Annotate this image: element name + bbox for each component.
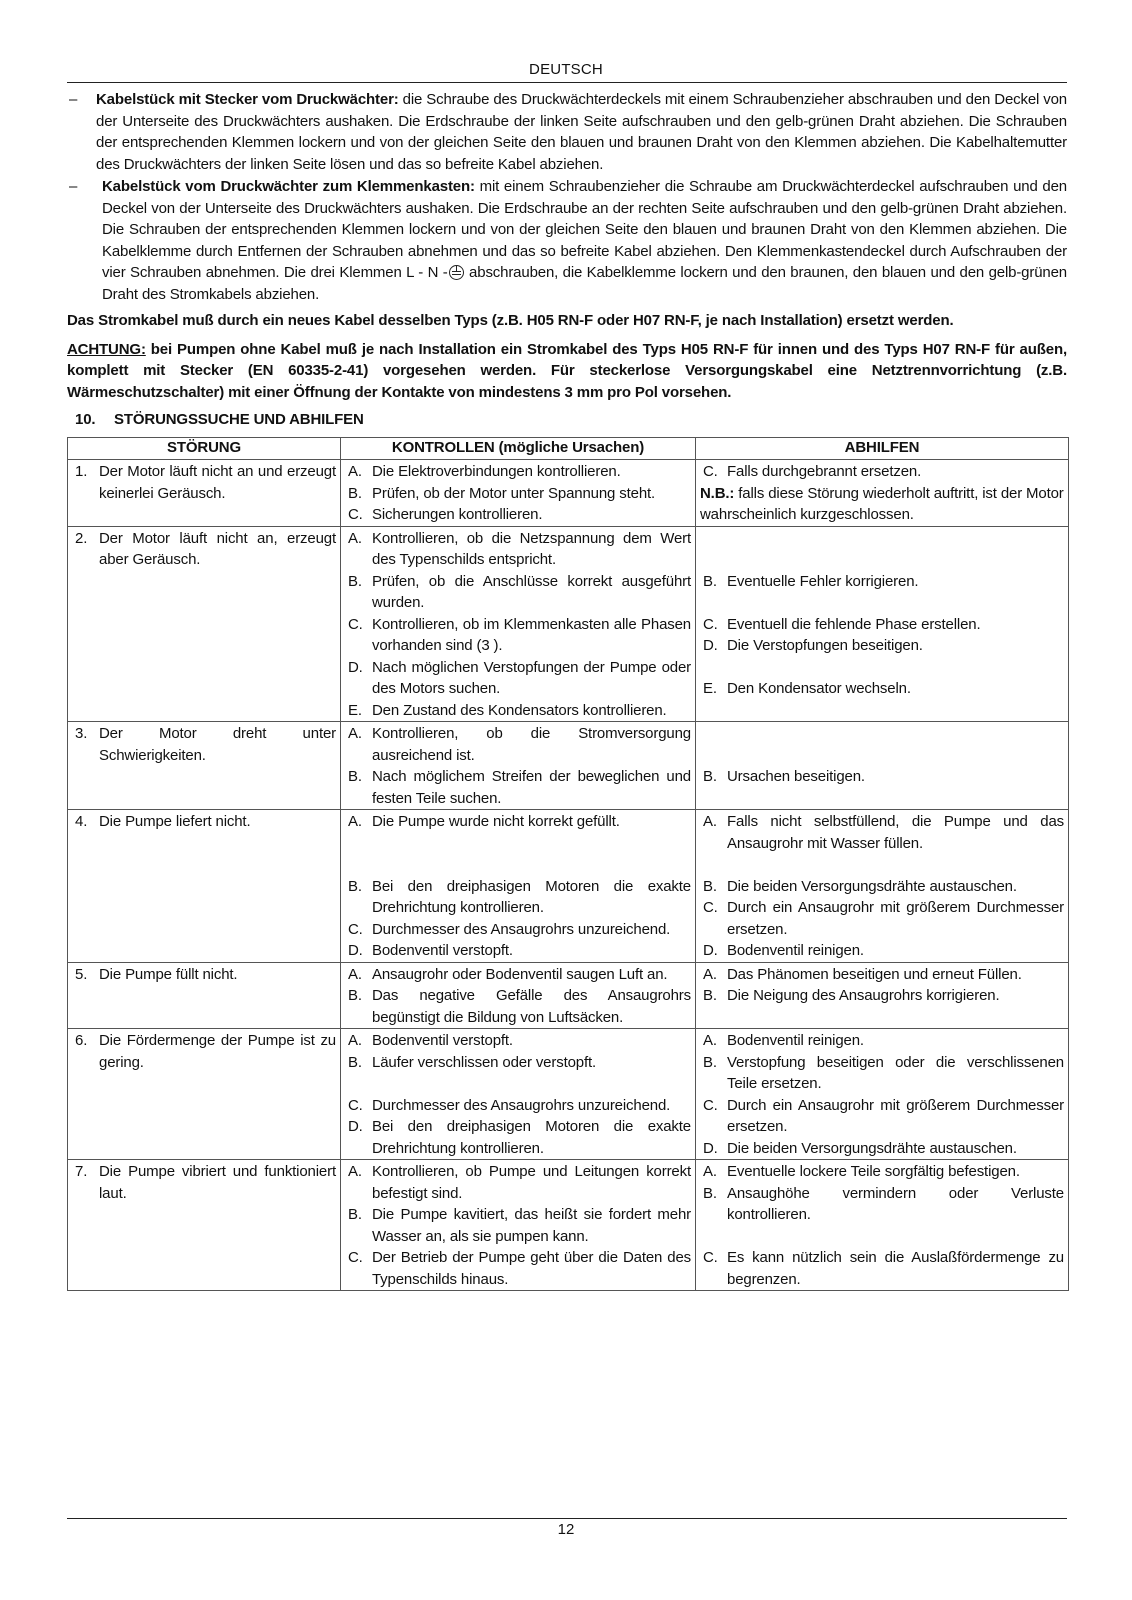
abhilfen-cell: A. Falls nicht selbstfüllend, die Pumpe und das Ansaugrohr mit Wasser füllen. B. Die beiden Versorgungsdrähte austauschen. C. Durch ein Ansaugrohr mit größerem Durchmesser ersetzen. D. Bodenventil reinigen. xyxy=(696,810,1069,963)
earth-ground-icon xyxy=(449,265,464,280)
table-row xyxy=(68,526,1069,722)
kontrollen-cell: A. Ansaugrohr oder Bodenventil saugen Luft an. B. Das negative Gefälle des Ansaugrohrs begünstigt die Bildung von Luftsäcken. xyxy=(341,962,696,1029)
stoerung-cell: 6. Die Fördermenge der Pumpe ist zu gering. xyxy=(68,1029,341,1160)
bullet-cable-plug xyxy=(67,89,1067,175)
table-row xyxy=(68,722,1069,810)
stoerung-cell: 5. Die Pumpe füllt nicht. xyxy=(68,962,341,1029)
kontrollen-cell: A. Die Pumpe wurde nicht korrekt gefüllt. B. Bei den dreiphasigen Motoren die exakte Drehrichtung kontrollieren. C. Durchmesser des Ansaugrohrs unzureichend. D. Bodenventil verstopft. xyxy=(341,810,696,963)
table-row xyxy=(68,962,1069,1029)
kontrollen-cell: A. Kontrollieren, ob Pumpe und Leitungen korrekt befestigt sind. B. Die Pumpe kavitiert, das heißt sie fordert mehr Wasser an, als sie pumpen kann. C. Der Betrieb der Pumpe geht über die Daten des Typenschilds hinaus. xyxy=(341,1160,696,1291)
table-row xyxy=(68,460,1069,527)
achtung-note xyxy=(67,339,1067,404)
abhilfen-cell: B. Ursachen beseitigen. xyxy=(696,722,1069,810)
bullet-lead: Kabelstück mit Stecker vom Druckwächter: xyxy=(96,91,399,108)
header-kontrollen: KONTROLLEN (mögliche Ursachen) xyxy=(341,438,696,460)
stoerung-cell: 7. Die Pumpe vibriert und funktioniert laut. xyxy=(68,1160,341,1291)
bullet-cable-terminal xyxy=(67,176,1067,305)
stoerung-cell: 4. Die Pumpe liefert nicht. xyxy=(68,810,341,963)
bullet-dash: – xyxy=(69,178,78,195)
table-row xyxy=(68,1029,1069,1160)
kontrollen-cell: A. Kontrollieren, ob die Stromversorgung ausreichend ist. B. Nach möglichem Streifen der beweglichen und festen Teile suchen. xyxy=(341,722,696,810)
bullet-dash: – xyxy=(69,91,78,108)
abhilfen-cell: A. Bodenventil reinigen. B. Verstopfung beseitigen oder die verschlissenen Teile ersetzen. C. Durch ein Ansaugrohr mit größerem Durchmesser ersetzen. D. Die beiden Versorgungsdrähte austauschen. xyxy=(696,1029,1069,1160)
abhilfen-cell: A. Eventuelle lockere Teile sorgfältig befestigen. B. Ansaughöhe vermindern oder Verluste kontrollieren. C. Es kann nützlich sein die Auslaßfördermenge zu begrenzen. xyxy=(696,1160,1069,1291)
page-number: 12 xyxy=(557,1521,575,1538)
bullet-text-continued: abschrauben, die Kabelklemme lockern und den braunen, den blauen und den gelb-grünen Draht des Stromkabels abziehen. xyxy=(102,264,1067,303)
kontrollen-cell: A. Bodenventil verstopft. B. Läufer verschlissen oder verstopft. C. Durchmesser des Ansaugrohrs unzureichend. D. Bei den dreiphasigen Motoren die exakte Drehrichtung kontrollieren. xyxy=(341,1029,696,1160)
instructions-block xyxy=(67,89,1067,431)
section-title: STÖRUNGSSUCHE UND ABHILFEN xyxy=(114,411,364,428)
abhilfen-cell: C. Falls durchgebrannt ersetzen. N.B.: falls diese Störung wiederholt auftritt, ist der Motor wahrscheinlich kurzgeschlossen. xyxy=(696,460,1069,527)
bullet-text: mit einem Schraubenzieher die Schraube am Druckwächterdeckel aufschrauben und den Deckel von der Unterseite des Druckwächters aushaken. Die Erdschraube an der rechten Seite aufschrauben und den gelb-grünen Draht abziehen. Die Schrauben der entsprechenden Klemmen lockern und von der gleichen Seite den blauen und braunen Draht von den Klemmen abziehen. Die Kabelklemme durch Entfernen der Schrauben abnehmen und das so befreite Kabel abziehen. Den Klemmenkastendeckel durch Aufschrauben der vier Schrauben abnehmen. Die drei Klemmen L - N - xyxy=(102,178,1067,281)
table-row xyxy=(68,1160,1069,1291)
section-number: 10. xyxy=(75,411,96,428)
replace-cable-note: Das Stromkabel muß durch ein neues Kabel desselben Typs (z.B. H05 RN-F oder H07 RN-F, je nach Installation) ersetzt werden. xyxy=(67,312,954,329)
bullet-lead: Kabelstück vom Druckwächter zum Klemmenkasten: xyxy=(102,178,475,195)
header-stoerung: STÖRUNG xyxy=(68,438,341,460)
bullet-text: die Schraube des Druckwächterdeckels mit einem Schraubenzieher abschrauben und den Deckel von der Unterseite des Druckwächters aushaken. Die Erdschraube der linken Seite aufschrauben und den gelb-grünen Draht abziehen. Die Schrauben der entsprechenden Klemmen lockern und von der gleichen Seite den blauen und braunen Draht von den Klemmen abziehen. Die Kabelhaltemutter des Druckwächters der linken Seite lösen und das so befreite Kabel abziehen. xyxy=(96,91,1067,173)
table-row xyxy=(68,810,1069,963)
nb-note: N.B.: falls diese Störung wiederholt auftritt, ist der Motor wahrscheinlich kurzgeschlossen. xyxy=(700,484,1064,523)
stoerung-cell: 3. Der Motor dreht unter Schwierigkeiten. xyxy=(68,722,341,810)
abhilfen-cell: B. Eventuelle Fehler korrigieren. C. Eventuell die fehlende Phase erstellen. D. Die Verstopfungen beseitigen. E. Den Kondensator wechseln. xyxy=(696,526,1069,722)
language-header: DEUTSCH xyxy=(529,61,603,78)
header-abhilfen: ABHILFEN xyxy=(696,438,1069,460)
achtung-text: bei Pumpen ohne Kabel muß je nach Installation ein Stromkabel des Typs H05 RN-F für innen und des Typs H07 RN-F für außen, komplett mit Stecker (EN 60335-2-41) vorgesehen werden. Für steckerlose Versorgungskabel eine Netztrennvorrichtung (z.B. Wärmeschutzschalter) mit einer Öffnung der Kontakte von mindestens 3 mm pro Pol vorsehen. xyxy=(67,340,1067,401)
table-header-row xyxy=(68,438,1069,460)
kontrollen-cell: A. Kontrollieren, ob die Netzspannung dem Wert des Typenschilds entspricht. B. Prüfen, ob die Anschlüsse korrekt ausgeführt wurden. C. Kontrollieren, ob im Klemmenkasten alle Phasen vorhanden sind (3 ). D. Nach möglichen Verstopfungen der Pumpe oder des Motors suchen. E. Den Zustand des Kondensators kontrollieren. xyxy=(341,526,696,722)
kontrollen-cell: A. Die Elektroverbindungen kontrollieren. B. Prüfen, ob der Motor unter Spannung steht. C. Sicherungen kontrollieren. xyxy=(341,460,696,527)
header-rule xyxy=(67,82,1067,83)
stoerung-cell: 1. Der Motor läuft nicht an und erzeugt keinerlei Geräusch. xyxy=(68,460,341,527)
section-heading xyxy=(67,409,1067,431)
stoerung-cell: 2. Der Motor läuft nicht an, erzeugt aber Geräusch. xyxy=(68,526,341,722)
abhilfen-cell: A. Das Phänomen beseitigen und erneut Füllen. B. Die Neigung des Ansaugrohrs korrigieren. xyxy=(696,962,1069,1029)
troubleshooting-table xyxy=(67,437,1069,1291)
achtung-label: ACHTUNG: xyxy=(67,340,146,358)
